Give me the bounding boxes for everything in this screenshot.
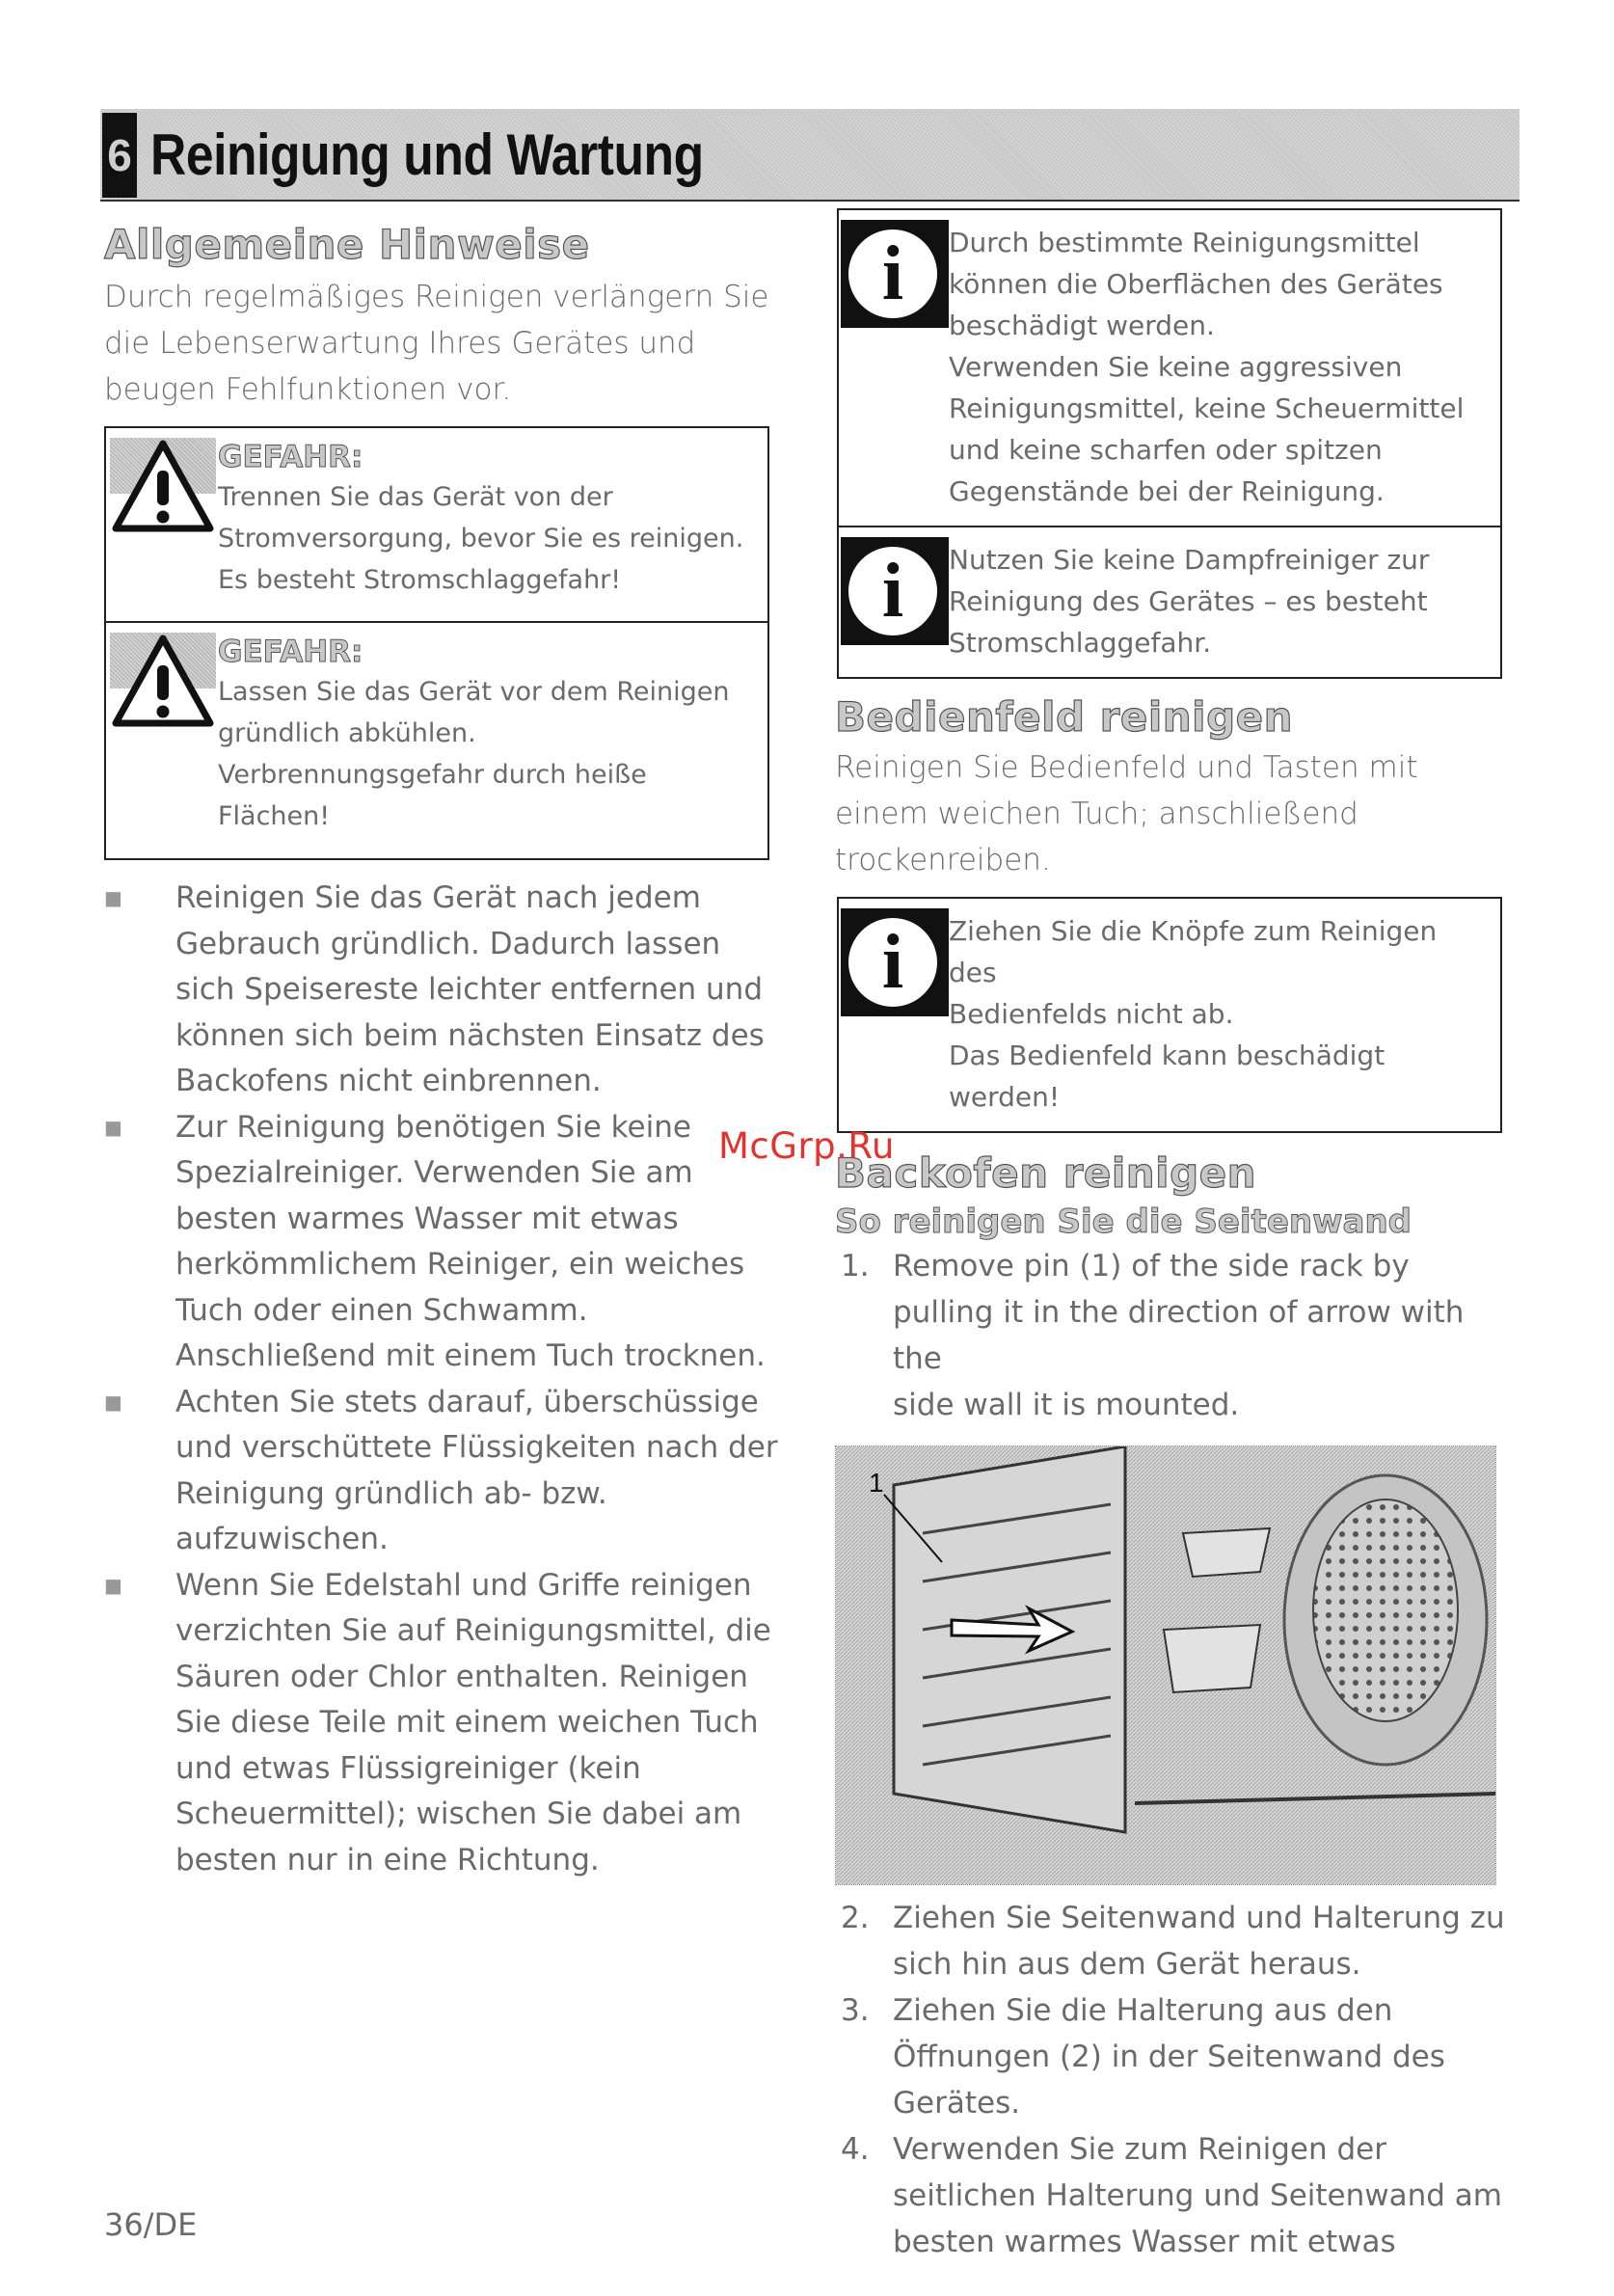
- list-item: ■ Wenn Sie Edelstahl und Griffe reinigen verzichten Sie auf Reinigungsmittel, die Säuren oder Chlor enthalten. Reinigen Sie diese Teile mit einem weichen Tuch und etwas Flüssigreiniger (kein Scheuermittel); wischen Sie dabei am besten nur in eine Richtung.: [104, 1567, 771, 1877]
- general-heading: Allgemeine Hinweise: [104, 221, 590, 268]
- warning-cell: [106, 621, 767, 858]
- info-cell: [839, 210, 1500, 526]
- info-line: Reinigungsmittel, keine Scheuermittel: [949, 392, 1465, 424]
- info-line: Reinigung des Gerätes – es besteht: [949, 585, 1428, 617]
- warning-line: Es besteht Stromschlaggefahr!: [218, 565, 622, 595]
- chapter-title: Reinigung und Wartung: [150, 122, 704, 187]
- warning-line: gründlich abkühlen.: [218, 718, 476, 748]
- info-cell: [839, 526, 1500, 677]
- warning-box: [104, 426, 769, 860]
- info-line: Nutzen Sie keine Dampfreiniger zur: [949, 544, 1430, 576]
- list-item: ■ Zur Reinigung benötigen Sie keine Spezialreiniger. Verwenden Sie am besten warmes Wasser mit etwas herkömmlichem Reiniger, ein weiches Tuch oder einen Schwamm. Anschließend mit einem Tuch trocknen.: [104, 1109, 766, 1373]
- info-line: werden!: [949, 1081, 1061, 1113]
- warning-triangle-icon: [110, 438, 216, 534]
- info-line: beschädigt werden.: [949, 310, 1215, 341]
- info-line: und keine scharfen oder spitzen: [949, 434, 1383, 466]
- oven-subheading: So reinigen Sie die Seitenwand: [835, 1202, 1412, 1241]
- control-panel-text: Reinigen Sie Bedienfeld und Tasten mit einem weichen Tuch; anschließend trockenreiben.: [835, 750, 1418, 878]
- info-line: Bedienfelds nicht ab.: [949, 998, 1234, 1030]
- warning-line: Stromversorgung, bevor Sie es reinigen.: [218, 524, 744, 554]
- list-item: ■ Achten Sie stets darauf, überschüssige und verschüttete Flüssigkeiten nach der Reinigung gründlich ab- bzw. aufzuwischen.: [104, 1384, 778, 1556]
- warning-cell: [106, 428, 767, 621]
- warning-line: Trennen Sie das Gerät von der: [218, 482, 613, 512]
- chapter-number: 6: [102, 113, 137, 198]
- left-column: [104, 218, 779, 1883]
- watermark: McGrp.Ru: [718, 1125, 895, 1167]
- right-column: [835, 208, 1520, 2265]
- oven-heading: Backofen reinigen: [835, 1149, 1257, 1197]
- info-line: Verwenden Sie keine aggressiven: [949, 351, 1403, 383]
- oven-steps-list: [835, 1895, 1520, 2265]
- info-box: [837, 208, 1502, 679]
- info-line: können die Oberflächen des Gerätes: [949, 268, 1443, 300]
- warning-line: Flächen!: [218, 801, 331, 831]
- list-item: 3. Ziehen Sie die Halterung aus den Öffnungen (2) in der Seitenwand des Gerätes.: [841, 1993, 1445, 2120]
- oven-steps-list: [835, 1243, 1520, 1428]
- warning-line: Verbrennungsgefahr durch heiße: [218, 760, 647, 790]
- info-cell: [839, 899, 1500, 1131]
- info-line: Durch bestimmte Reinigungsmittel: [949, 227, 1420, 258]
- list-item: 2. Ziehen Sie Seitenwand und Halterung zu sich hin aus dem Gerät heraus.: [841, 1901, 1505, 1982]
- chapter-header: [100, 109, 1520, 202]
- warning-title: GEFAHR:: [218, 635, 363, 669]
- list-item: ■ Reinigen Sie das Gerät nach jedem Gebrauch gründlich. Dadurch lassen sich Speisereste leichter entfernen und können sich beim nächsten Einsatz des Backofens nicht einbrennen.: [104, 880, 765, 1098]
- info-line: Gegenstände bei der Reinigung.: [949, 475, 1385, 507]
- list-item: 1. Remove pin (1) of the side rack by pulling it in the direction of arrow with the side wall it is mounted.: [841, 1249, 1465, 1422]
- cleaning-bullet-list: [104, 876, 779, 1883]
- info-icon: i: [841, 220, 949, 328]
- warning-line: Lassen Sie das Gerät vor dem Reinigen: [218, 677, 730, 707]
- figure-callout-label: 1: [869, 1468, 884, 1498]
- info-icon: i: [841, 908, 949, 1016]
- oven-side-wall-figure: [835, 1445, 1496, 1885]
- warning-title: GEFAHR:: [218, 440, 363, 474]
- warning-triangle-icon: [110, 633, 216, 729]
- info-line: Ziehen Sie die Knöpfe zum Reinigen des: [949, 915, 1438, 988]
- general-intro: Durch regelmäßiges Reinigen verlängern Sie die Lebenserwartung Ihres Gerätes und beugen Fehlfunktionen vor.: [104, 280, 769, 407]
- info-line: Das Bedienfeld kann beschädigt: [949, 1040, 1385, 1071]
- page-number: 36/DE: [104, 2206, 198, 2243]
- control-panel-heading: Bedienfeld reinigen: [835, 693, 1294, 741]
- info-box: [837, 897, 1502, 1133]
- info-icon: i: [841, 537, 949, 645]
- info-line: Stromschlaggefahr.: [949, 627, 1212, 659]
- list-item: 4. Verwenden Sie zum Reinigen der seitlichen Halterung und Seitenwand am besten warmes Wasser mit etwas: [841, 2132, 1502, 2259]
